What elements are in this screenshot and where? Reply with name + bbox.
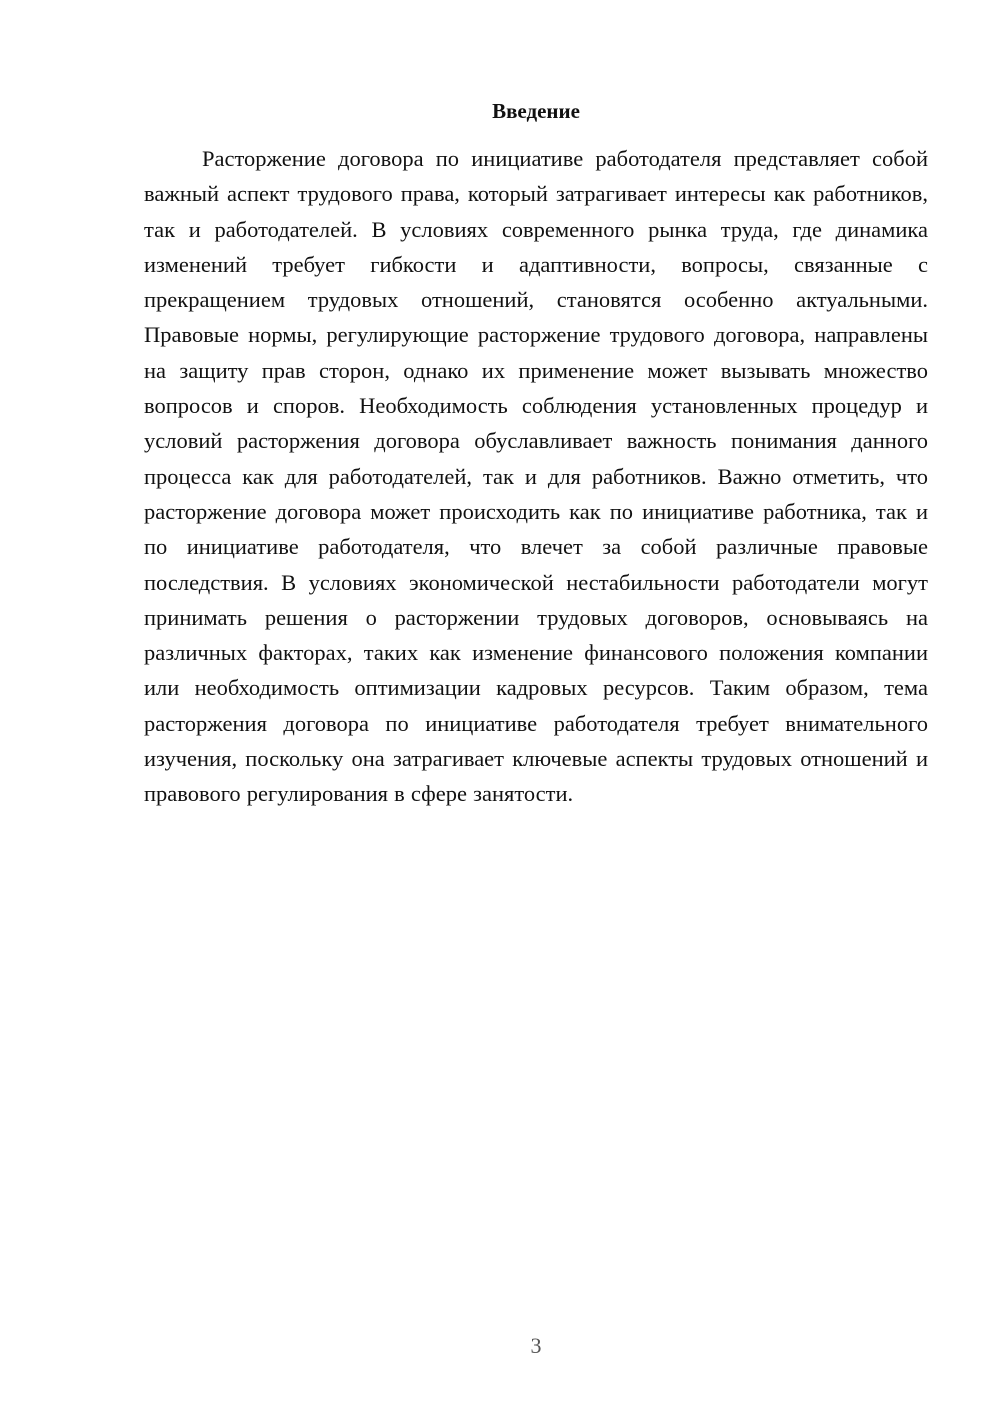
page-number: 3 xyxy=(530,1333,542,1358)
section-heading: Введение xyxy=(492,99,580,123)
body-paragraph: Расторжение договора по инициативе работодателя представляет собой важный аспект трудового права, который затрагивает интересы как работников, так и работодателей. В условиях современного рынка труда, где динамика изменений требует гибкости и адаптивности, вопросы, связанные с прекращением трудовых отношений, становятся особенно актуальными. Правовые нормы, регулирующие расторжение трудового договора, направлены на защиту прав сторон, однако их применение может вызывать множество вопросов и споров. Необходимость соблюдения установленных процедур и условий расторжения договора обуславливает важность понимания данного процесса как для работодателей, так и для работников. Важно отметить, что расторжение договора может происходить как по инициативе работника, так и по инициативе работодателя, что влечет за собой различные правовые последствия. В условиях экономической нестабильности работодатели могут принимать решения о расторжении трудовых договоров, основываясь на различных факторах, таких как изменение финансового положения компании или необходимость оптимизации кадровых ресурсов. Таким образом, тема расторжения договора по инициативе работодателя требует внимательного изучения, поскольку она затрагивает ключевые аспекты трудовых отношений и правового регулирования в сфере занятости. xyxy=(144,146,928,807)
